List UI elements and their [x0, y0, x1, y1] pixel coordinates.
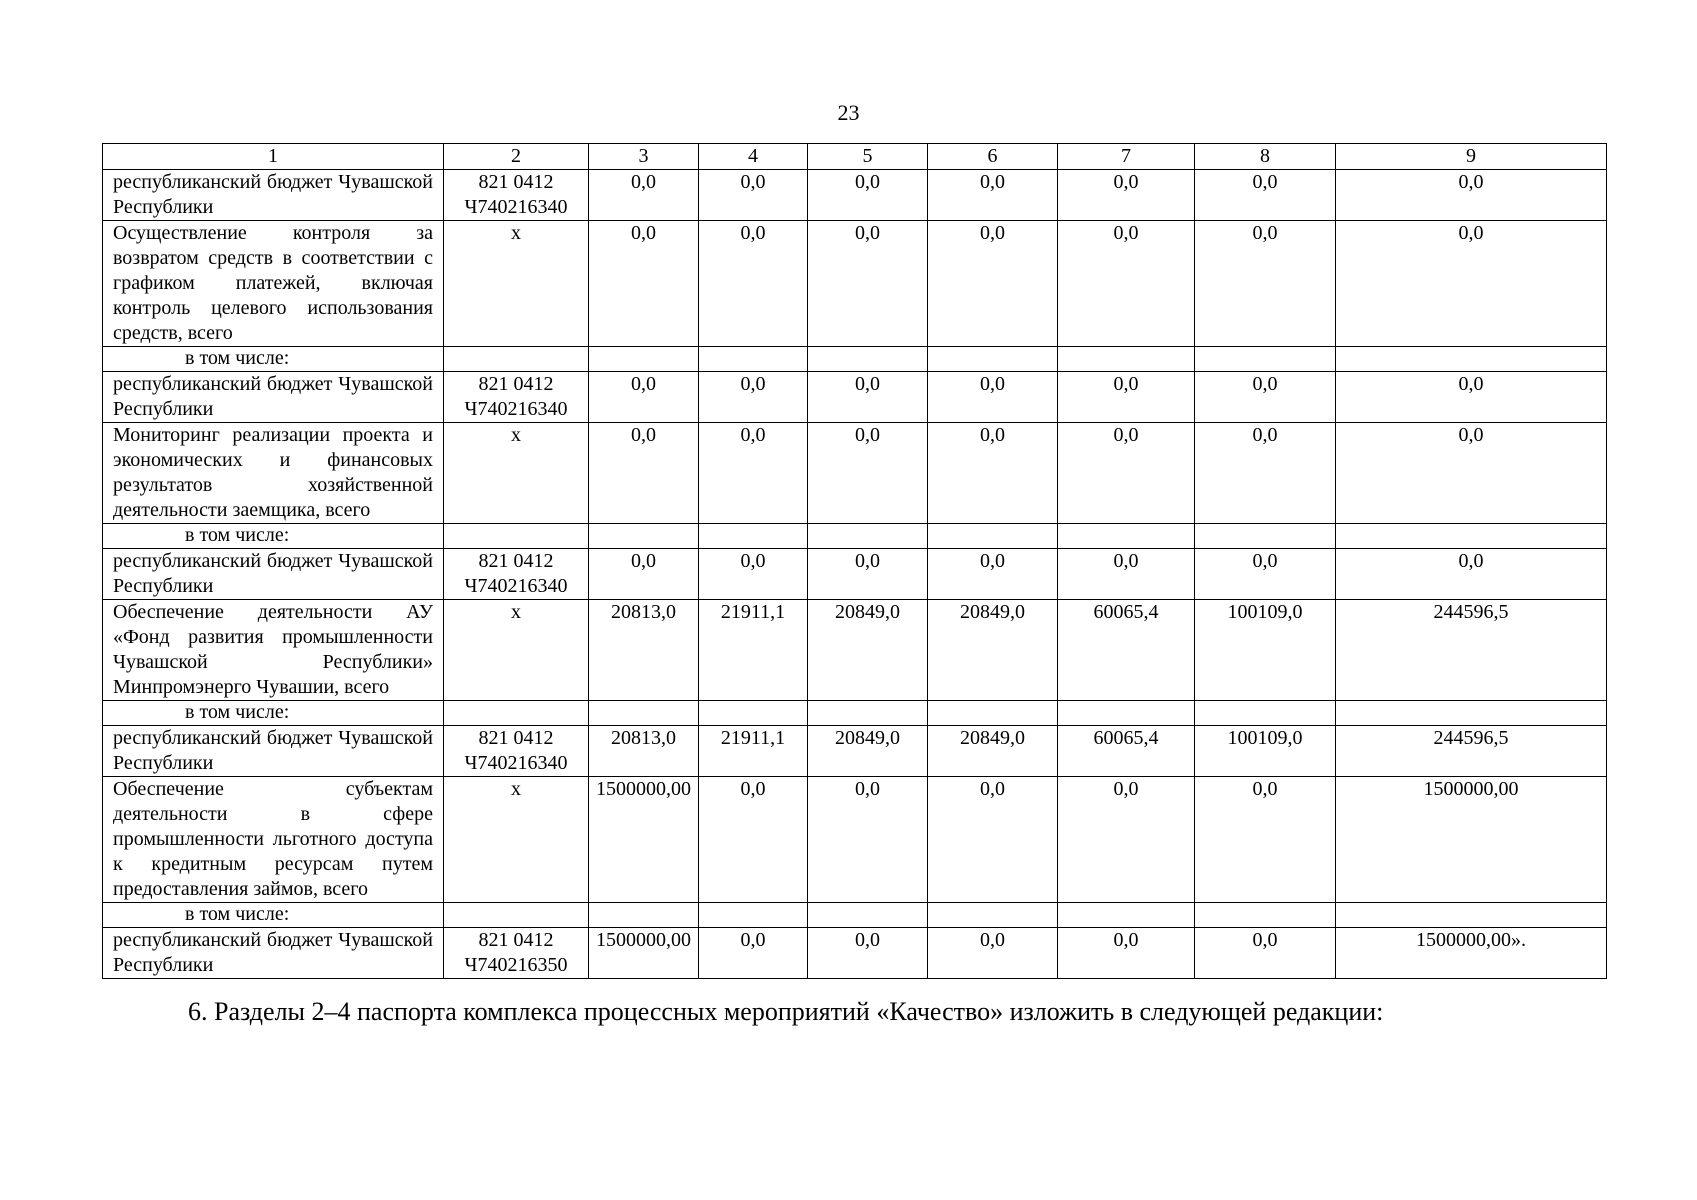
budget-code [444, 524, 589, 549]
value-cell [928, 524, 1058, 549]
value-cell [699, 903, 808, 928]
column-number-header: 3 [589, 144, 699, 170]
page-number: 23 [837, 100, 860, 125]
value-cell: 20849,0 [928, 600, 1058, 701]
value-cell: 0,0 [1195, 170, 1336, 221]
value-cell [699, 524, 808, 549]
budget-code-line: 821 0412 [478, 727, 554, 749]
row-name: республиканский бюджет Чувашской Республики [103, 549, 444, 600]
value-cell: 21911,1 [699, 600, 808, 701]
value-cell: 0,0 [808, 170, 928, 221]
value-cell: 20813,0 [589, 600, 699, 701]
row-name: Осуществление контроля за возвратом средств в соответствии с графиком платежей, включая контроль целевого использования средств, всего [103, 221, 444, 347]
value-cell [1195, 347, 1336, 372]
activity-total-row [103, 221, 1607, 347]
value-cell [589, 903, 699, 928]
budget-code-line: Ч740216340 [464, 575, 568, 597]
budget-source-row [103, 726, 1607, 777]
value-cell: 0,0 [699, 423, 808, 524]
value-cell [808, 524, 928, 549]
budget-source-row [103, 928, 1607, 979]
section-instruction-text: 6. Разделы 2–4 паспорта комплекса процессных мероприятий «Качество» изложить в следующей редакции: [188, 997, 1384, 1026]
budget-code-line: x [511, 778, 521, 800]
value-cell: 0,0 [1058, 777, 1195, 903]
value-cell: 0,0 [1195, 549, 1336, 600]
including-label: в том числе: [103, 347, 444, 372]
value-cell: 1500000,00». [1336, 928, 1607, 979]
value-cell: 0,0 [1058, 549, 1195, 600]
budget-code [444, 221, 589, 347]
value-cell: 0,0 [1058, 423, 1195, 524]
activity-total-row [103, 777, 1607, 903]
value-cell: 0,0 [1195, 777, 1336, 903]
value-cell: 0,0 [1336, 170, 1607, 221]
budget-code-line: Ч740216340 [464, 398, 568, 420]
including-label: в том числе: [103, 524, 444, 549]
budget-code-line: x [511, 424, 521, 446]
value-cell: 1500000,00 [589, 777, 699, 903]
value-cell: 0,0 [808, 423, 928, 524]
value-cell [1336, 347, 1607, 372]
value-cell: 0,0 [1058, 221, 1195, 347]
column-number-header: 5 [808, 144, 928, 170]
value-cell: 0,0 [928, 170, 1058, 221]
value-cell: 0,0 [1195, 221, 1336, 347]
budget-code-line: Ч740216350 [464, 954, 568, 976]
value-cell: 20849,0 [928, 726, 1058, 777]
row-name: Обеспечение субъектам деятельности в сфере промышленности льготного доступа к кредитным ресурсам путем предоставления займов, всего [103, 777, 444, 903]
value-cell: 0,0 [808, 928, 928, 979]
value-cell: 0,0 [699, 549, 808, 600]
value-cell [699, 347, 808, 372]
column-number-header: 9 [1336, 144, 1607, 170]
value-cell: 0,0 [928, 423, 1058, 524]
value-cell: 0,0 [928, 549, 1058, 600]
value-cell: 0,0 [808, 549, 928, 600]
column-number-header: 4 [699, 144, 808, 170]
value-cell: 0,0 [589, 423, 699, 524]
value-cell: 0,0 [928, 221, 1058, 347]
value-cell: 20849,0 [808, 726, 928, 777]
row-name: республиканский бюджет Чувашской Республики [103, 726, 444, 777]
table-header-row [103, 144, 1607, 170]
budget-code-line: x [511, 222, 521, 244]
budget-code [444, 600, 589, 701]
budget-code [444, 928, 589, 979]
value-cell: 0,0 [928, 928, 1058, 979]
activity-total-row [103, 423, 1607, 524]
value-cell: 100109,0 [1195, 600, 1336, 701]
value-cell: 0,0 [1336, 423, 1607, 524]
including-row [103, 701, 1607, 726]
value-cell: 100109,0 [1195, 726, 1336, 777]
value-cell [1336, 903, 1607, 928]
value-cell [1195, 701, 1336, 726]
budget-code [444, 903, 589, 928]
row-name: Обеспечение деятельности АУ «Фонд развития промышленности Чувашской Республики» Минпромэнерго Чувашии, всего [103, 600, 444, 701]
value-cell: 0,0 [808, 221, 928, 347]
column-number-header: 2 [444, 144, 589, 170]
budget-code-line: Ч740216340 [464, 196, 568, 218]
budget-code-line: 821 0412 [478, 171, 554, 193]
value-cell [589, 524, 699, 549]
budget-code-line: Ч740216340 [464, 752, 568, 774]
value-cell: 244596,5 [1336, 726, 1607, 777]
row-name: Мониторинг реализации проекта и экономических и финансовых результатов хозяйственной деятельности заемщика, всего [103, 423, 444, 524]
value-cell [589, 347, 699, 372]
value-cell [699, 701, 808, 726]
column-number-header: 6 [928, 144, 1058, 170]
value-cell: 20813,0 [589, 726, 699, 777]
value-cell: 0,0 [1195, 423, 1336, 524]
including-label: в том числе: [103, 701, 444, 726]
value-cell: 0,0 [589, 549, 699, 600]
budget-code-line: x [511, 601, 521, 623]
value-cell [1336, 701, 1607, 726]
budget-code [444, 701, 589, 726]
value-cell: 0,0 [699, 170, 808, 221]
budget-source-row [103, 170, 1607, 221]
budget-code [444, 347, 589, 372]
value-cell [928, 347, 1058, 372]
budget-code [444, 549, 589, 600]
value-cell [589, 701, 699, 726]
value-cell: 0,0 [1195, 372, 1336, 423]
value-cell: 0,0 [808, 777, 928, 903]
value-cell: 20849,0 [808, 600, 928, 701]
value-cell: 21911,1 [699, 726, 808, 777]
value-cell: 0,0 [699, 777, 808, 903]
value-cell: 0,0 [808, 372, 928, 423]
value-cell: 0,0 [928, 777, 1058, 903]
value-cell: 0,0 [1336, 549, 1607, 600]
column-number-header: 7 [1058, 144, 1195, 170]
value-cell [808, 903, 928, 928]
including-label: в том числе: [103, 903, 444, 928]
column-number-header: 1 [103, 144, 444, 170]
activity-total-row [103, 600, 1607, 701]
including-row [103, 347, 1607, 372]
value-cell: 0,0 [589, 170, 699, 221]
budget-code-line: 821 0412 [478, 550, 554, 572]
value-cell [808, 347, 928, 372]
value-cell: 0,0 [1336, 372, 1607, 423]
value-cell: 60065,4 [1058, 600, 1195, 701]
budget-source-row [103, 372, 1607, 423]
budget-code [444, 777, 589, 903]
row-name: республиканский бюджет Чувашской Республики [103, 372, 444, 423]
column-number-header: 8 [1195, 144, 1336, 170]
value-cell: 1500000,00 [1336, 777, 1607, 903]
value-cell [928, 701, 1058, 726]
value-cell [1195, 524, 1336, 549]
value-cell: 0,0 [1336, 221, 1607, 347]
budget-source-row [103, 549, 1607, 600]
value-cell [1058, 347, 1195, 372]
value-cell: 60065,4 [1058, 726, 1195, 777]
value-cell: 1500000,00 [589, 928, 699, 979]
budget-code [444, 423, 589, 524]
row-name: республиканский бюджет Чувашской Республики [103, 170, 444, 221]
value-cell: 0,0 [1195, 928, 1336, 979]
value-cell: 0,0 [1058, 928, 1195, 979]
budget-code [444, 170, 589, 221]
value-cell [1058, 524, 1195, 549]
budget-code-line: 821 0412 [478, 373, 554, 395]
value-cell: 0,0 [699, 221, 808, 347]
value-cell [1336, 524, 1607, 549]
value-cell: 244596,5 [1336, 600, 1607, 701]
budget-code [444, 372, 589, 423]
budget-code-line: 821 0412 [478, 929, 554, 951]
budget-table [102, 143, 1607, 979]
value-cell [1058, 701, 1195, 726]
including-row [103, 524, 1607, 549]
value-cell [928, 903, 1058, 928]
value-cell: 0,0 [589, 221, 699, 347]
value-cell: 0,0 [589, 372, 699, 423]
value-cell: 0,0 [928, 372, 1058, 423]
value-cell: 0,0 [699, 928, 808, 979]
value-cell: 0,0 [699, 372, 808, 423]
including-row [103, 903, 1607, 928]
value-cell [808, 701, 928, 726]
value-cell [1058, 903, 1195, 928]
budget-code [444, 726, 589, 777]
row-name: республиканский бюджет Чувашской Республики [103, 928, 444, 979]
value-cell [1195, 903, 1336, 928]
value-cell: 0,0 [1058, 170, 1195, 221]
value-cell: 0,0 [1058, 372, 1195, 423]
